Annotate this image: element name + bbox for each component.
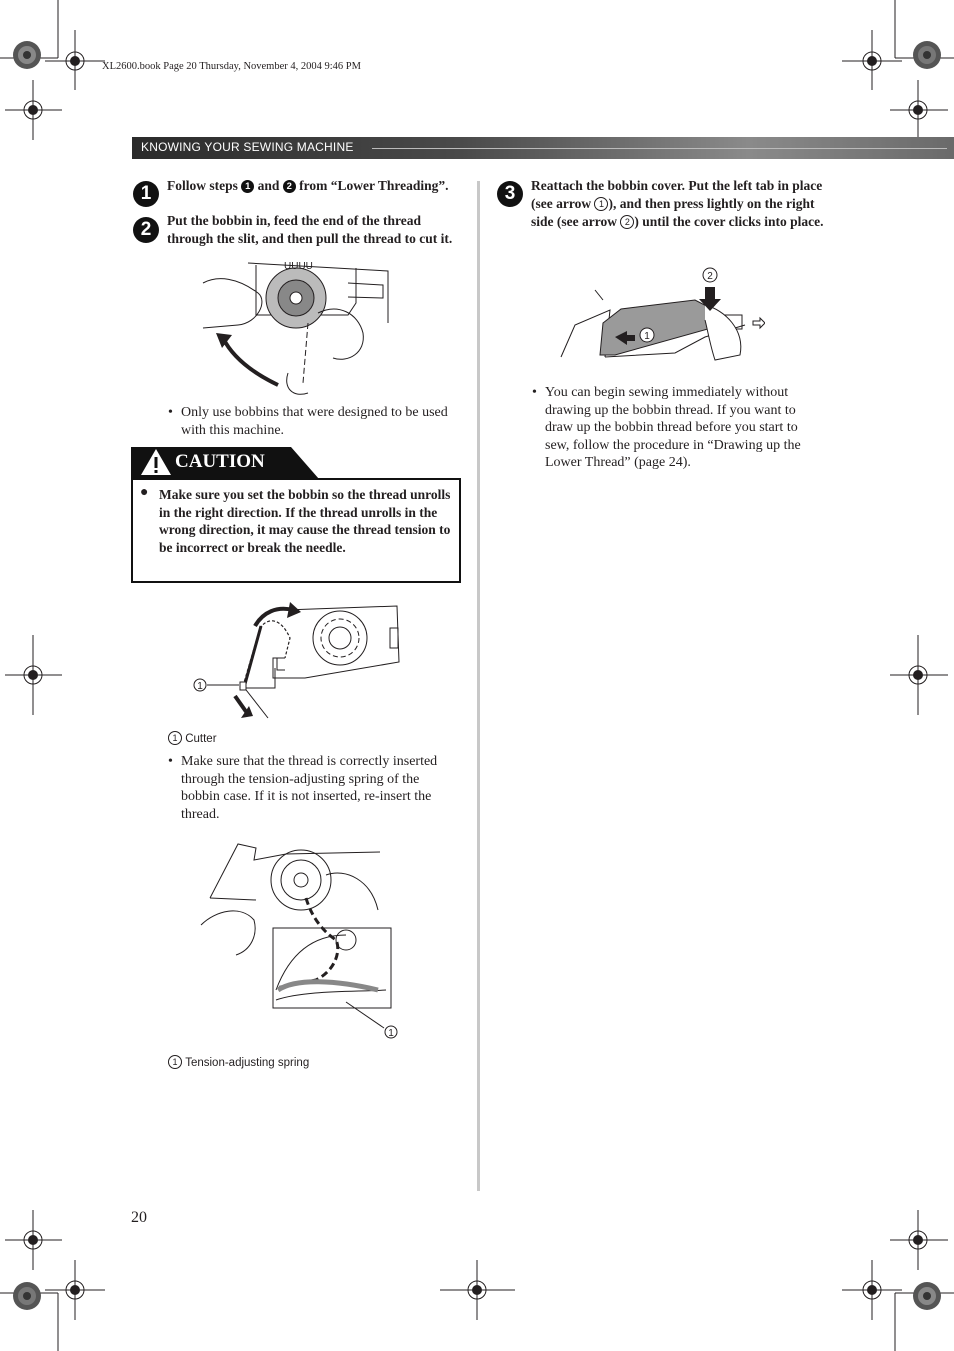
section-title: KNOWING YOUR SEWING MACHINE xyxy=(141,140,354,154)
note-bobbins-text: Only use bobbins that were designed to be used with this machine. xyxy=(181,405,448,438)
caution-text: Make sure you set the bobbin so the thread unrolls in the right direction. If the thread unrolls in the wrong direction, it may cause the thread tension to be incorrect or break the needle. xyxy=(159,487,451,555)
step-3-text-c: ) until the cover clicks into place. xyxy=(634,213,824,229)
print-info: XL2600.book Page 20 Thursday, November 4, 2004 9:46 PM xyxy=(102,61,361,72)
bobbin-insert-figure xyxy=(198,253,393,403)
step-3-text-b: ), and then press lightly on the right side (see arrow xyxy=(531,195,815,229)
step-1-text-mid: and xyxy=(254,178,283,193)
caption-cutter xyxy=(168,731,217,745)
note-tension: • Make sure that the thread is correctly inserted through the tension-adjusting spring of the bobbin case. If it is not inserted, re-insert the thread. xyxy=(168,753,458,823)
step-3-text-a: Reattach the bobbin cover. Put the left tab in place (see arrow xyxy=(531,178,823,211)
step-1-text xyxy=(167,177,467,195)
step-ref-2: 2 xyxy=(283,180,296,193)
note-sewing: • You can begin sewing immediately without drawing up the bobbin thread. If you want to draw up the bobbin thread before you start to sew, follow the procedure in “Drawing up the Lower Thread” (page 24). xyxy=(532,384,822,472)
tension-spring-figure xyxy=(196,840,406,1044)
step-3-text xyxy=(531,177,826,230)
cutter-callout: 1 xyxy=(197,681,203,692)
note-sewing-text: You can begin sewing immediately without drawing up the bobbin thread. If you want to draw up the bobbin thread before you start to sew, follow the procedure in “Drawing up the Lower Thread” (page 24). xyxy=(545,385,801,471)
spring-callout: 1 xyxy=(388,1028,394,1039)
step-1-text-suffix: from “Lower Threading”. xyxy=(295,178,449,193)
svg-text:UUUU: UUUU xyxy=(284,261,313,272)
caption-cutter-text: Cutter xyxy=(185,733,217,745)
step-1-badge: 1 xyxy=(133,181,159,207)
header-rule xyxy=(372,148,947,149)
bobbin-cover-figure xyxy=(555,265,765,365)
caution-title: CAUTION xyxy=(175,451,265,472)
step-2-badge: 2 xyxy=(133,217,159,243)
step-3-ref-b: 2 xyxy=(620,215,634,229)
step-3-badge: 3 xyxy=(497,181,523,207)
step-2-text: Put the bobbin in, feed the end of the thread through the slit, and then pull the thread to cut it. xyxy=(167,213,453,246)
caption-spring-text: Tension-adjusting spring xyxy=(185,1057,310,1069)
caution-bullet-icon: ● xyxy=(140,485,149,500)
caption-spring-num: 1 xyxy=(168,1055,182,1069)
fig4-arrow1-label: 1 xyxy=(644,331,650,342)
caption-cutter-num: 1 xyxy=(168,731,182,745)
column-divider xyxy=(477,181,480,1191)
step-ref-1: 1 xyxy=(241,180,254,193)
page-number: 20 xyxy=(131,1209,147,1226)
fig4-arrow2-label: 2 xyxy=(707,271,713,282)
step-3-ref-a: 1 xyxy=(594,197,608,211)
caption-spring xyxy=(168,1055,309,1069)
note-tension-text: Make sure that the thread is correctly inserted through the tension-adjusting spring of the bobbin case. If it is not inserted, re-insert the thread. xyxy=(181,754,438,822)
cutter-figure xyxy=(185,598,405,726)
note-bobbins: • Only use bobbins that were designed to be used with this machine. xyxy=(168,404,458,439)
step-1-text-prefix: Follow steps xyxy=(167,178,242,193)
